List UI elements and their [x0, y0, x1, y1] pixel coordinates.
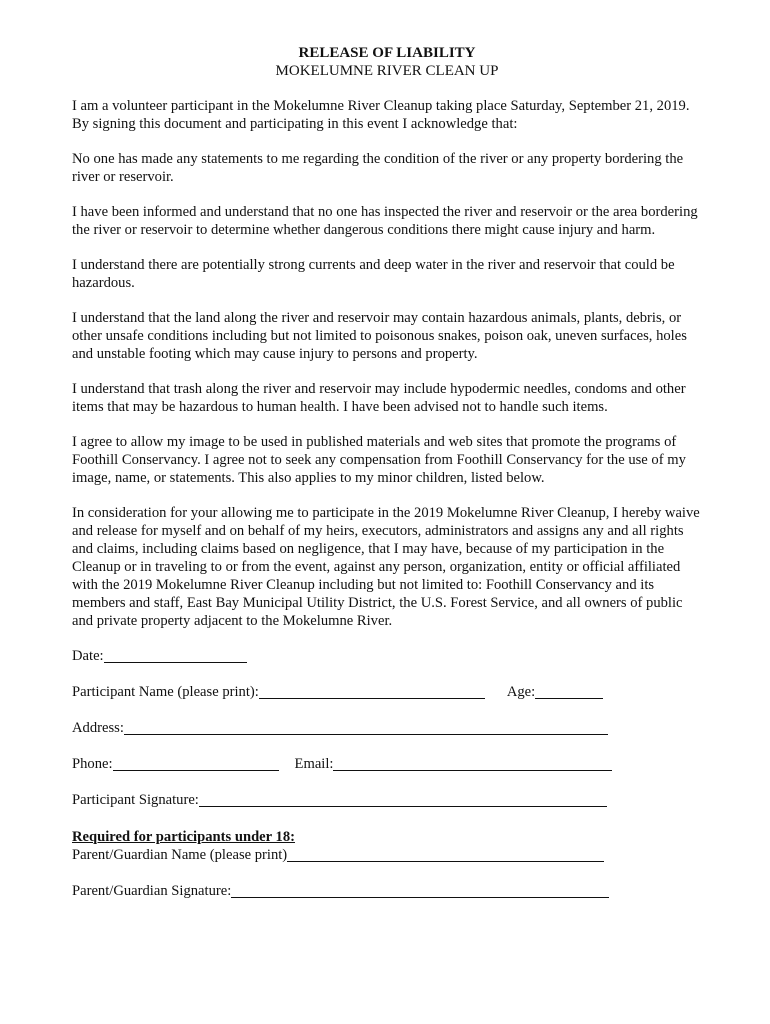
- age-field[interactable]: [535, 684, 603, 699]
- participant-name-label: Participant Name (please print):: [72, 684, 259, 700]
- release-document: [72, 44, 702, 918]
- guardian-name-row: [72, 846, 702, 864]
- participant-name-row: [72, 683, 702, 701]
- address-label: Address:: [72, 720, 124, 736]
- participant-signature-label: Participant Signature:: [72, 792, 199, 808]
- paragraph-intro: I am a volunteer participant in the Mokelumne River Cleanup taking place Saturday, September 21, 2019. By signing this document and participating in this event I acknowledge that:: [72, 98, 690, 132]
- paragraph-waiver: In consideration for your allowing me to participate in the 2019 Mokelumne River Cleanup, I hereby waive and release for myself and on behalf of my heirs, executors, administrators and assigns any and all rights and claims, including claims based on negligence, that I may have, because of my participation in the Cleanup or in traveling to or from the event, against any person, organization, entity or official affiliated with the 2019 Mokelumne River Cleanup including but not limited to: Foothill Conservancy and its members and staff, East Bay Municipal Utility District, the U.S. Forest Service, and all owners of public and private property adjacent to the Mokelumne River.: [72, 505, 700, 629]
- paragraph-hazards: I understand that the land along the river and reservoir may contain hazardous animals, plants, debris, or other unsafe conditions including but not limited to poisonous snakes, poison oak, uneven surfaces, holes and unstable footing which may cause injury to persons and property.: [72, 310, 687, 362]
- address-row: [72, 719, 702, 737]
- date-row: [72, 647, 702, 665]
- address-field[interactable]: [124, 720, 608, 735]
- guardian-name-field[interactable]: [287, 847, 604, 862]
- email-label: Email:: [294, 756, 334, 772]
- guardian-signature-field[interactable]: [231, 883, 609, 898]
- phone-label: Phone:: [72, 756, 113, 772]
- date-field[interactable]: [104, 648, 247, 663]
- phone-field[interactable]: [113, 756, 279, 771]
- document-subtitle: MOKELUMNE RIVER CLEAN UP: [275, 63, 499, 79]
- date-label: Date:: [72, 648, 104, 664]
- participant-signature-field[interactable]: [199, 792, 607, 807]
- guardian-signature-row: [72, 882, 702, 900]
- paragraph-no-inspection: I have been informed and understand that no one has inspected the river and reservoir or the area bordering the river or reservoir to determine whether dangerous conditions there might cause injury and harm.: [72, 204, 698, 238]
- age-label: Age:: [506, 684, 536, 700]
- participant-signature-row: [72, 791, 702, 809]
- participant-name-field[interactable]: [259, 684, 485, 699]
- paragraph-currents: I understand there are potentially strong currents and deep water in the river and reservoir that could be hazardous.: [72, 257, 675, 291]
- guardian-name-label: Parent/Guardian Name (please print): [72, 847, 288, 863]
- contact-row: [72, 755, 702, 773]
- paragraph-image-release: I agree to allow my image to be used in published materials and web sites that promote the programs of Foothill Conservancy. I agree not to seek any compensation from Foothill Conservancy for the use of my image, name, or statements. This also applies to my minor children, listed below.: [72, 434, 686, 486]
- paragraph-no-statements: No one has made any statements to me regarding the condition of the river or any property bordering the river or reservoir.: [72, 151, 684, 185]
- email-field[interactable]: [333, 756, 612, 771]
- document-title: RELEASE OF LIABILITY: [298, 45, 476, 61]
- paragraph-trash: I understand that trash along the river and reservoir may include hypodermic needles, condoms and other items that may be hazardous to human health. I have been advised not to handle such items.: [72, 381, 686, 415]
- minor-requirement-heading: Required for participants under 18:: [72, 829, 295, 845]
- guardian-signature-label: Parent/Guardian Signature:: [72, 883, 232, 899]
